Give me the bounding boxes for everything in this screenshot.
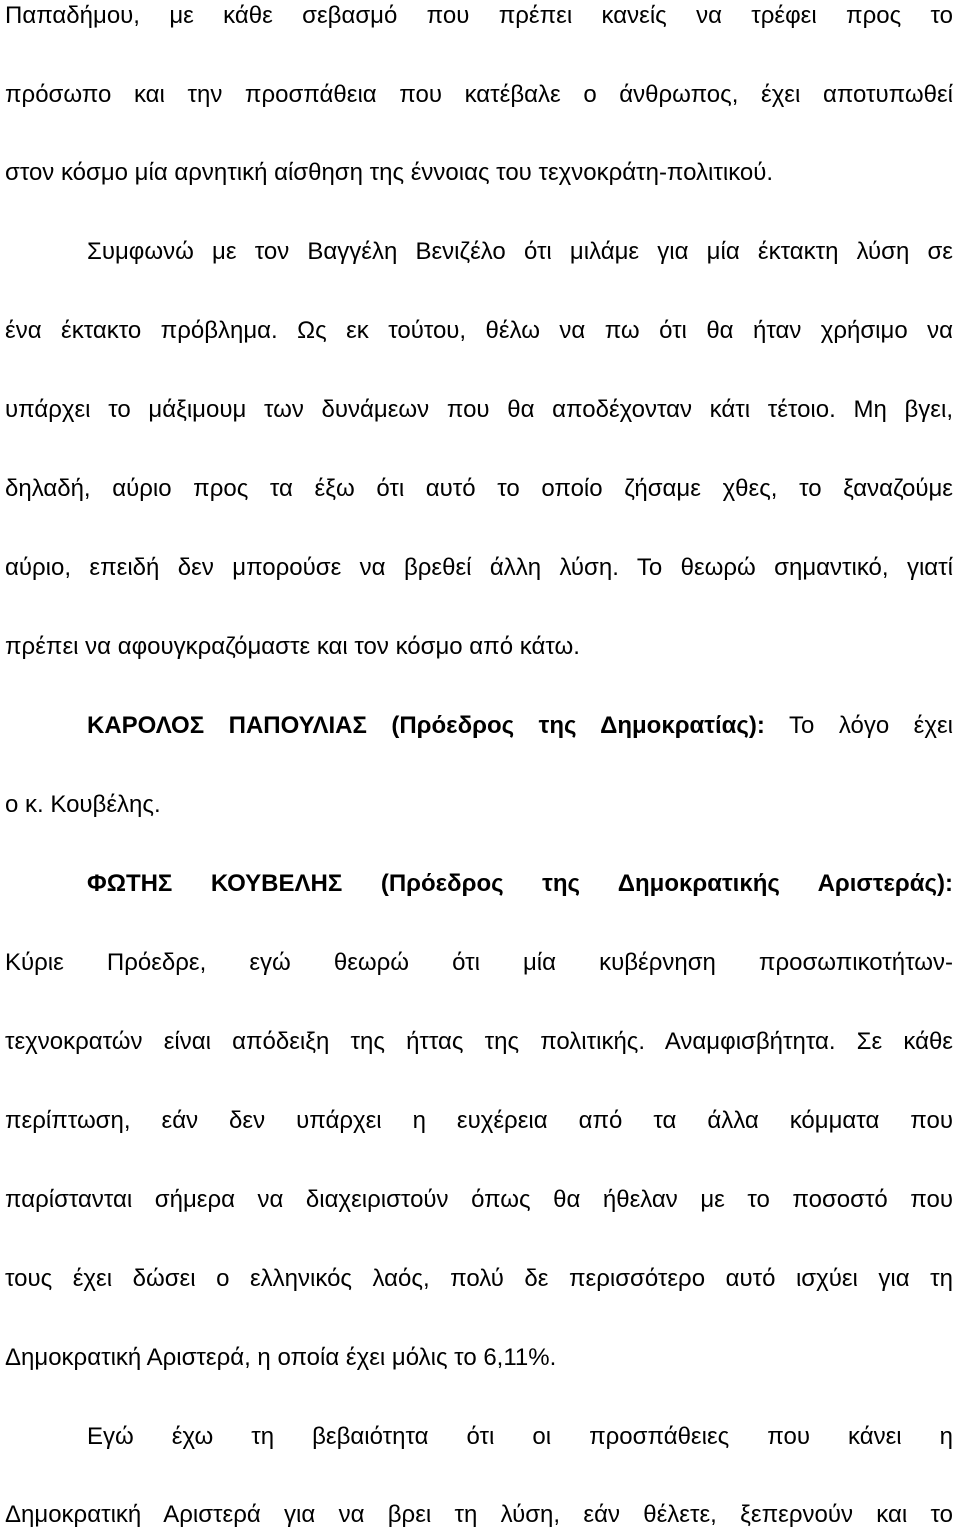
text-line: τους έχει δώσει ο ελληνικός λαός, πολύ δε περισσότερο αυτό ισχύει για τη — [5, 1265, 953, 1292]
text-line: πρέπει να αφουγκραζόμαστε και τον κόσμο από κάτω. — [5, 633, 580, 660]
speaker-text: Το λόγο έχει — [788, 712, 953, 739]
speaker-paragraph-line — [87, 711, 953, 741]
speaker-name-line — [87, 869, 953, 899]
text-line: αύριο, επειδή δεν μπορούσε να βρεθεί άλλη λύση. Το θεωρώ σημαντικό, γιατί — [5, 554, 953, 581]
speaker-name: ΚΑΡΟΛΟΣ ΠΑΠΟΥΛΙΑΣ (Πρόεδρος της Δημοκρατίας): — [87, 712, 765, 739]
text-line: περίπτωση, εάν δεν υπάρχει η ευχέρεια από τα άλλα κόμματα που — [5, 1107, 953, 1134]
text-line: Κύριε Πρόεδρε, εγώ θεωρώ ότι μία κυβέρνηση προσωπικοτήτων- — [5, 949, 953, 976]
text-line: στον κόσμο μία αρνητική αίσθηση της έννοιας του τεχνοκράτη-πολιτικού. — [5, 159, 774, 186]
text-line: ένα έκτακτο πρόβλημα. Ως εκ τούτου, θέλω να πω ότι θα ήταν χρήσιμο να — [5, 317, 953, 344]
text-line: παρίστανται σήμερα να διαχειριστούν όπως θα ήθελαν με το ποσοστό που — [5, 1186, 953, 1213]
text-line: Συμφωνώ με τον Βαγγέλη Βενιζέλο ότι μιλάμε για μία έκτακτη λύση σε — [87, 238, 953, 265]
text-line: Εγώ έχω τη βεβαιότητα ότι οι προσπάθειες που κάνει η — [87, 1423, 953, 1450]
text-line: ο κ. Κουβέλης. — [5, 791, 161, 818]
text-line: Δημοκρατική Αριστερά για να βρει τη λύση, εάν θέλετε, ξεπερνούν και το — [5, 1501, 953, 1528]
text-line: τεχνοκρατών είναι απόδειξη της ήττας της πολιτικής. Αναμφισβήτητα. Σε κάθε — [5, 1028, 953, 1055]
speaker-name: ΦΩΤΗΣ ΚΟΥΒΕΛΗΣ (Πρόεδρος της Δημοκρατικής Αριστεράς): — [87, 870, 953, 897]
text-line: Δημοκρατική Αριστερά, η οποία έχει μόλις το 6,11%. — [5, 1344, 557, 1371]
text-line: υπάρχει το μάξιμουμ των δυνάμεων που θα αποδέχονταν κάτι τέτοιο. Μη βγει, — [5, 396, 953, 423]
text-line: πρόσωπο και την προσπάθεια που κατέβαλε ο άνθρωπος, έχει αποτυπωθεί — [5, 81, 953, 108]
text-line: δηλαδή, αύριο προς τα έξω ότι αυτό το οποίο ζήσαμε χθες, το ξαναζούμε — [5, 475, 953, 502]
text-line: Παπαδήμου, με κάθε σεβασμό που πρέπει κανείς να τρέφει προς το — [5, 2, 953, 29]
